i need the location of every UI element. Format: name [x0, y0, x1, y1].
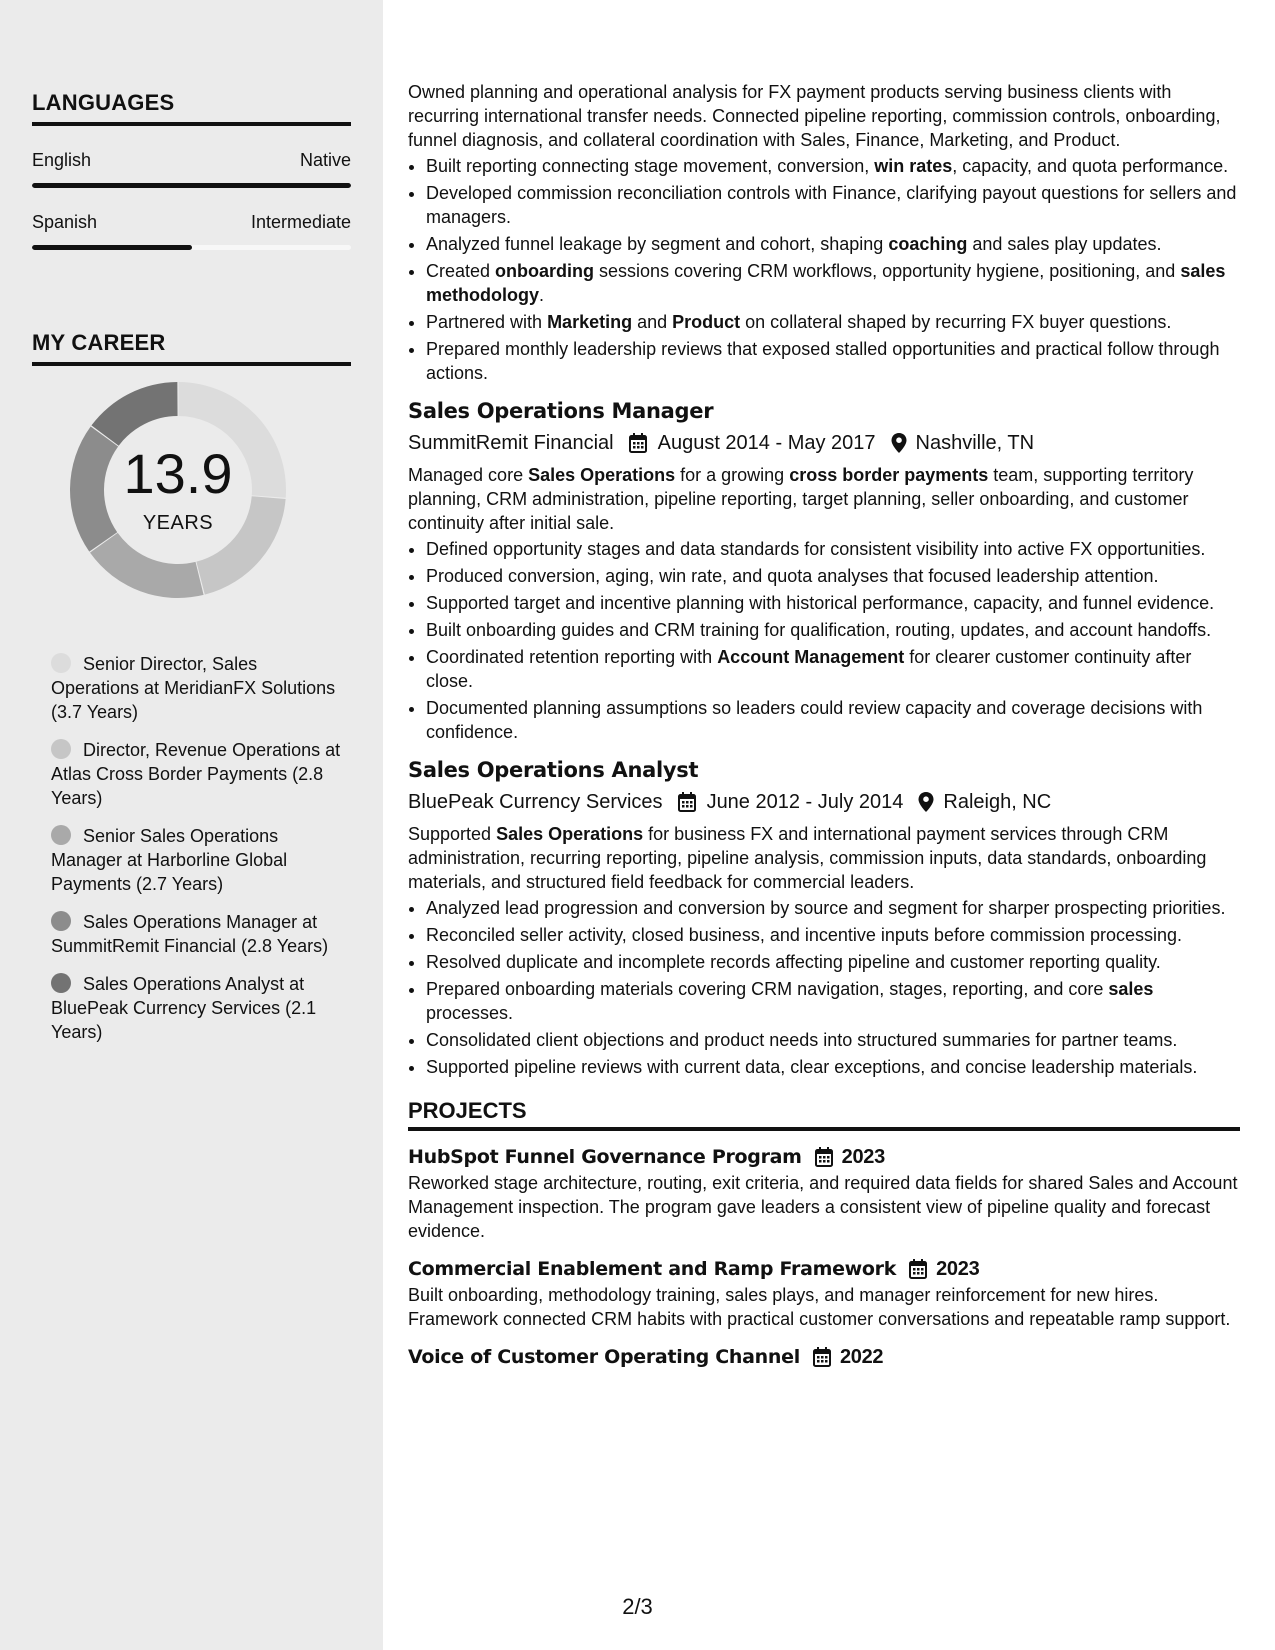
- career-legend-item: [51, 738, 341, 810]
- language-item: [32, 150, 351, 188]
- list-item: [426, 232, 1240, 256]
- project-header: [408, 1255, 1240, 1283]
- career-legend-item: [51, 972, 341, 1044]
- page-number-text: 2/3: [622, 1594, 653, 1619]
- project-header: [408, 1143, 1240, 1171]
- project-name: Voice of Customer Operating Channel: [408, 1346, 800, 1368]
- list-item: [426, 1028, 1240, 1052]
- text-run: Analyzed funnel leakage by segment and cohort, shaping: [426, 234, 889, 254]
- job-company: SummitRemit Financial: [408, 432, 614, 454]
- main-content: [408, 80, 1240, 1371]
- experience-list: [408, 397, 1240, 1079]
- text-run: for clearer customer continuity after close.: [426, 647, 1192, 691]
- legend-dot: [51, 653, 71, 673]
- bold-text: win rates: [874, 156, 953, 176]
- calendar-icon: [677, 791, 699, 813]
- job-location: Raleigh, NC: [943, 791, 1052, 813]
- job-bullets: [408, 537, 1240, 744]
- text-run: Managed core: [408, 465, 529, 485]
- language-proficiency-bar: [32, 245, 351, 250]
- bold-text: Sales Operations: [528, 465, 676, 485]
- list-item: [426, 181, 1240, 229]
- language-item: [32, 212, 351, 250]
- bold-text: sales: [1108, 979, 1154, 999]
- text-run: Produced conversion, aging, win rate, and quota analyses that focused leadership attention.: [426, 566, 1159, 586]
- list-item: [426, 696, 1240, 744]
- text-run: Developed commission reconciliation controls with Finance, clarifying payout questions for sellers and managers.: [426, 183, 1237, 227]
- list-item: [426, 645, 1240, 693]
- text-run: processes.: [426, 1003, 514, 1023]
- bold-text: cross border payments: [789, 465, 989, 485]
- project-description: Reworked stage architecture, routing, exit criteria, and required data fields for shared Sales and Account Management inspection. The program gave leaders a consistent view of pipeline quality and forecast evidence.: [408, 1173, 1238, 1241]
- bold-text: Account Management: [717, 647, 905, 667]
- legend-dot: [51, 911, 71, 931]
- bold-text: coaching: [888, 234, 968, 254]
- intro-summary: Owned planning and operational analysis for FX payment products serving business clients with recurring international transfer needs. Connected pipeline reporting, commission controls, onboarding, funnel diagnosis, and collateral coordination with Sales, Finance, Marketing, and Product.: [408, 82, 1221, 150]
- list-item: [426, 923, 1240, 947]
- text-run: Defined opportunity stages and data standards for consistent visibility into active FX opportunities.: [426, 539, 1206, 559]
- text-run: Supported target and incentive planning with historical performance, capacity, and funnel evidence.: [426, 593, 1215, 613]
- text-run: Analyzed lead progression and conversion by source and segment for sharper prospecting priorities.: [426, 898, 1226, 918]
- list-item: [426, 310, 1240, 334]
- legend-dot: [51, 739, 71, 759]
- languages-section: [32, 90, 351, 250]
- projects-section: [408, 1099, 1240, 1371]
- text-run: Prepared monthly leadership reviews that exposed stalled opportunities and practical follow through actions.: [426, 339, 1220, 383]
- text-run: Coordinated retention reporting with: [426, 647, 718, 667]
- sidebar: [0, 0, 383, 1650]
- career-title: MY CAREER: [32, 330, 351, 366]
- list-item: [426, 1055, 1240, 1079]
- text-run: Reconciled seller activity, closed business, and incentive inputs before commission processing.: [426, 925, 1183, 945]
- list-item: [426, 618, 1240, 642]
- text-run: Supported: [408, 824, 497, 844]
- list-item: [426, 259, 1240, 307]
- language-row: [32, 212, 351, 233]
- project-name: Commercial Enablement and Ramp Framework: [408, 1258, 897, 1280]
- project-entry: [408, 1343, 1240, 1371]
- calendar-icon: [812, 1346, 834, 1368]
- career-section: [32, 330, 351, 1042]
- job-summary: [408, 822, 1240, 894]
- languages-list: [32, 150, 351, 250]
- job-title: Sales Operations Analyst: [408, 758, 699, 782]
- project-year: 2023: [936, 1258, 980, 1280]
- language-name: English: [32, 150, 92, 170]
- text-run: for business FX and international payment services through CRM administration, recurring reporting, pipeline analysis, commission inputs, data standards, onboarding materials, and structured field feedback for commercial leaders.: [408, 824, 1207, 892]
- bold-text: Sales Operations: [496, 824, 644, 844]
- career-legend: [51, 652, 341, 1058]
- projects-list: [408, 1143, 1240, 1371]
- legend-dot: [51, 973, 71, 993]
- job-entry: [408, 397, 1240, 744]
- bold-text: Product: [672, 312, 741, 332]
- projects-title: PROJECTS: [408, 1099, 1240, 1131]
- donut-center: [66, 378, 290, 602]
- text-run: Documented planning assumptions so leaders could review capacity and coverage decisions with confidence.: [426, 698, 1203, 742]
- language-level: Intermediate: [250, 212, 351, 232]
- career-legend-item: [51, 910, 341, 958]
- language-proficiency-fill: [32, 245, 192, 250]
- project-name: HubSpot Funnel Governance Program: [408, 1146, 802, 1168]
- list-item: [426, 977, 1240, 1025]
- text-run: for a growing: [675, 465, 790, 485]
- job-summary: [408, 463, 1240, 535]
- job-bullets: [408, 896, 1240, 1079]
- text-run: and: [632, 312, 673, 332]
- language-proficiency-bar: [32, 183, 351, 188]
- language-row: [32, 150, 351, 171]
- career-legend-item: [51, 824, 341, 896]
- list-item: [426, 591, 1240, 615]
- language-name: Spanish: [32, 212, 98, 232]
- calendar-icon: [628, 432, 650, 454]
- career-years-unit: YEARS: [142, 512, 214, 534]
- list-item: [426, 337, 1240, 385]
- project-year: 2023: [841, 1146, 885, 1168]
- job-meta: [408, 788, 1240, 816]
- career-total-years: 13.9: [123, 442, 233, 505]
- legend-dot: [51, 825, 71, 845]
- text-run: Built onboarding guides and CRM training for qualification, routing, updates, and account handoffs.: [426, 620, 1212, 640]
- text-run: Resolved duplicate and incomplete records affecting pipeline and customer reporting quality.: [426, 952, 1161, 972]
- bold-text: Marketing: [547, 312, 633, 332]
- career-legend-label: Director, Revenue Operations at Atlas Cross Border Payments (2.8 Years): [51, 740, 341, 808]
- language-proficiency-fill: [32, 183, 351, 188]
- text-run: and sales play updates.: [967, 234, 1162, 254]
- languages-title: LANGUAGES: [32, 90, 351, 126]
- list-item: [426, 154, 1240, 178]
- career-legend-label: Senior Director, Sales Operations at MeridianFX Solutions (3.7 Years): [51, 654, 336, 722]
- job-entry: [408, 756, 1240, 1079]
- career-legend-label: Senior Sales Operations Manager at Harborline Global Payments (2.7 Years): [51, 826, 288, 894]
- project-description: Built onboarding, methodology training, sales plays, and manager reinforcement for new hires. Framework connected CRM habits with practical customer conversations and repeatable ramp support.: [408, 1285, 1231, 1329]
- project-entry: [408, 1143, 1240, 1243]
- text-run: sessions covering CRM workflows, opportunity hygiene, positioning, and: [594, 261, 1181, 281]
- text-run: Partnered with: [426, 312, 548, 332]
- map-pin-icon: [890, 432, 908, 454]
- job-dates: June 2012 - July 2014: [706, 791, 904, 813]
- page-number: [0, 1594, 1275, 1620]
- job-meta: [408, 429, 1240, 457]
- project-year: 2022: [839, 1346, 884, 1368]
- job-company: BluePeak Currency Services: [408, 791, 663, 813]
- job-dates: August 2014 - May 2017: [657, 432, 876, 454]
- list-item: [426, 564, 1240, 588]
- list-item: [426, 896, 1240, 920]
- list-item: [426, 950, 1240, 974]
- bold-text: onboarding: [495, 261, 595, 281]
- job-title: Sales Operations Manager: [408, 399, 714, 423]
- project-entry: [408, 1255, 1240, 1331]
- text-run: .: [539, 285, 545, 305]
- map-pin-icon: [917, 791, 935, 813]
- text-run: team, supporting territory planning, CRM administration, pipeline reporting, target planning, seller onboarding, and customer continuity after initial sale.: [408, 465, 1194, 533]
- calendar-icon: [908, 1258, 930, 1280]
- job-location: Nashville, TN: [915, 432, 1035, 454]
- calendar-icon: [814, 1146, 836, 1168]
- text-run: Prepared onboarding materials covering CRM navigation, stages, reporting, and core: [426, 979, 1109, 999]
- text-run: on collateral shaped by recurring FX buyer questions.: [740, 312, 1172, 332]
- language-level: Native: [299, 150, 351, 170]
- text-run: Created: [426, 261, 496, 281]
- career-legend-label: Sales Operations Manager at SummitRemit Financial (2.8 Years): [51, 912, 329, 956]
- text-run: , capacity, and quota performance.: [952, 156, 1229, 176]
- list-item: [426, 537, 1240, 561]
- career-donut-chart: [66, 378, 290, 602]
- text-run: Consolidated client objections and product needs into structured summaries for partner teams.: [426, 1030, 1178, 1050]
- project-header: [408, 1343, 1240, 1371]
- career-legend-label: Sales Operations Analyst at BluePeak Currency Services (2.1 Years): [51, 974, 317, 1042]
- text-run: Supported pipeline reviews with current data, clear exceptions, and concise leadership materials.: [426, 1057, 1198, 1077]
- text-run: Built reporting connecting stage movement, conversion,: [426, 156, 875, 176]
- bold-text: sales methodology: [426, 261, 1226, 305]
- intro-bullets: [408, 154, 1240, 385]
- career-legend-item: [51, 652, 341, 724]
